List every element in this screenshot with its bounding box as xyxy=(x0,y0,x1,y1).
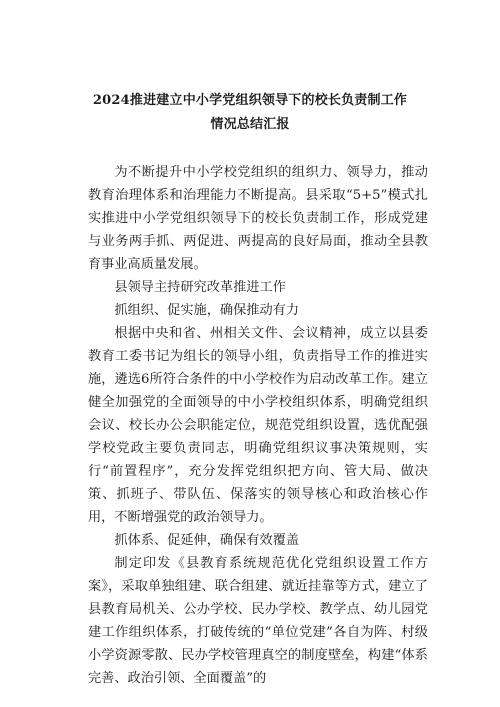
paragraph-system: 制定印发《县教育系统规范优化党组织设置工作方案》，采取单独组建、联合组建、就近挂靠等方式，建立了县教育局机关、公办学校、民办学校、教学点、幼儿园党建工作组织体系，打破传统的“单位党建”各自为阵、村级小学资源零散、民办学校管理真空的制度壁垒，构建“体系完善、政治引领、全面覆盖”的 xyxy=(88,556,428,686)
subheading-system: 抓体系、促延伸，确保有效覆盖 xyxy=(114,533,300,548)
document-title-line1: 2024推进建立中小学党组织领导下的校长负责制工作 xyxy=(92,93,408,108)
subheading-organization: 抓组织、促实施，确保推动有力 xyxy=(114,303,300,318)
section-heading-leadership: 县领导主持研究改革推进工作 xyxy=(114,280,286,295)
paragraph-intro: 为不断提升中小学校党组织的组织力、领导力，推动教育治理体系和治理能力不断提高。县采取“5+5”模式扎实推进中小学党组织领导下的校长负责制工作，形成党建与业务两手抓、两促进、两提高的良好局面，推动全县教育事业高质量发展。 xyxy=(88,165,428,272)
paragraph-organization: 根据中央和省、州相关文件、会议精神，成立以县委教育工委书记为组长的领导小组，负责指导工作的推进实施，遴选6所符合条件的中小学校作为启动改革工作。建立健全加强党的全面领导的中小学校组织体系，明确党组织会议、校长办公会职能定位，规范党组织设置，选优配强学校党政主要负责同志，明确党组织议事决策规则，实行“前置程序”，充分发挥党组织把方向、管大局、做决策、抓班子、带队伍、保落实的领导核心和政治核心作用，不断增强党的政治领导力。 xyxy=(88,326,428,525)
document-title-line2: 情况总结汇报 xyxy=(210,117,290,132)
document-body xyxy=(88,161,428,690)
